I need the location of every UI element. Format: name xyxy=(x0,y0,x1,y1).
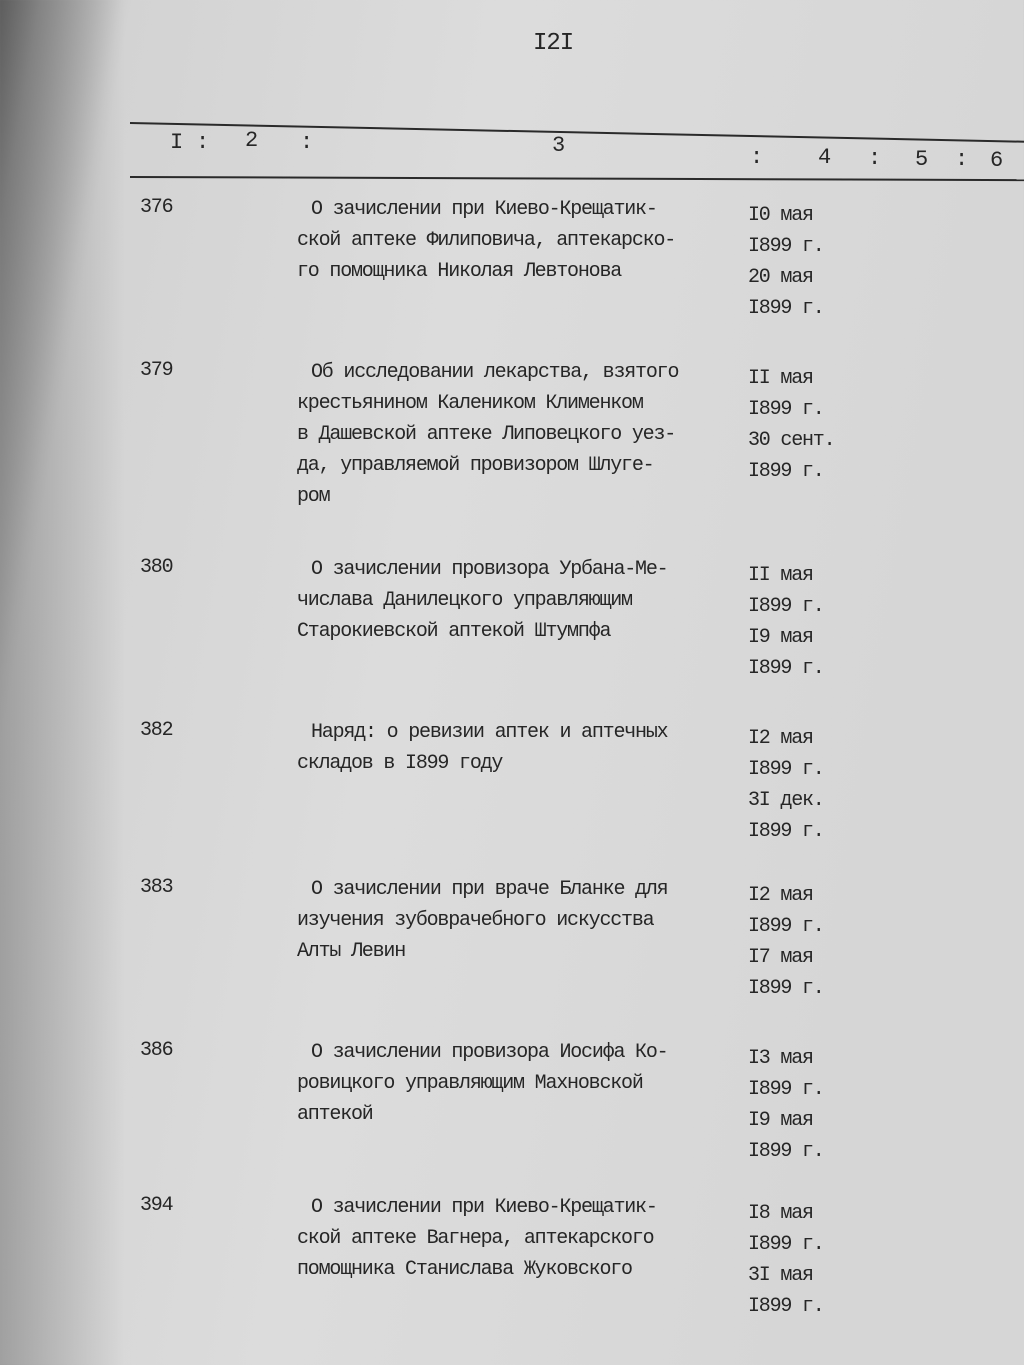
date-line: II мая xyxy=(748,564,813,587)
entry-number: 379 xyxy=(140,359,173,382)
col-separator: : xyxy=(196,130,210,155)
col-separator: : xyxy=(955,147,969,172)
description-line: Старокиевской аптекой Штумпфа xyxy=(297,620,611,643)
col-separator: : xyxy=(300,130,314,155)
date-line: I899 г. xyxy=(748,398,824,421)
date-line: I899 г. xyxy=(748,460,824,483)
date-line: I899 г. xyxy=(748,915,824,938)
col-header-5: 5 xyxy=(915,147,929,172)
entry-number: 382 xyxy=(140,719,173,742)
date-line: I899 г. xyxy=(748,1140,824,1163)
date-line: I899 г. xyxy=(748,235,824,258)
book-spine-shadow xyxy=(0,0,125,1365)
date-line: I899 г. xyxy=(748,657,824,680)
description-line: О зачислении провизора Урбана-Ме- xyxy=(311,558,668,581)
entry-number: 380 xyxy=(140,556,173,579)
date-line: 20 мая xyxy=(748,266,813,289)
entry-description xyxy=(297,357,752,512)
description-line: Наряд: о ревизии аптек и аптечных xyxy=(311,721,668,744)
date-line: 3I мая xyxy=(748,1264,813,1287)
date-line: I3 мая xyxy=(748,1047,813,1070)
description-line: Алты Левин xyxy=(297,940,406,963)
description-line: аптекой xyxy=(297,1103,373,1126)
entry-number: 376 xyxy=(140,196,173,219)
entry-dates xyxy=(748,560,824,684)
entry-description xyxy=(297,554,752,647)
date-line: I899 г. xyxy=(748,820,824,843)
date-line: II мая xyxy=(748,367,813,390)
col-header-1: I xyxy=(170,130,184,155)
col-header-3: 3 xyxy=(552,133,566,158)
date-line: I2 мая xyxy=(748,884,813,907)
description-line: помощника Станислава Жуковского xyxy=(297,1258,632,1281)
description-line: числава Данилецкого управляющим xyxy=(297,589,632,612)
entry-description xyxy=(297,1192,752,1285)
description-line: крестьянином Калеником Клименком xyxy=(297,392,643,415)
page-number: I2I xyxy=(533,30,574,57)
date-line: I0 мая xyxy=(748,204,813,227)
description-line: го помощника Николая Левтонова xyxy=(297,260,622,283)
date-line: 30 сент. xyxy=(748,429,835,452)
description-line: да, управляемой провизором Шлуге- xyxy=(297,454,654,477)
date-line: I899 г. xyxy=(748,1078,824,1101)
entry-description xyxy=(297,1037,752,1130)
entry-number: 394 xyxy=(140,1194,173,1217)
col-separator: : xyxy=(750,145,764,170)
entry-description xyxy=(297,874,752,967)
date-line: I899 г. xyxy=(748,595,824,618)
date-line: I7 мая xyxy=(748,946,813,969)
header-bottom-rule xyxy=(130,176,1024,181)
entry-dates xyxy=(748,363,834,487)
entry-dates xyxy=(748,1043,824,1167)
date-line: I899 г. xyxy=(748,297,824,320)
description-line: О зачислении при Киево-Крещатик- xyxy=(311,198,657,221)
date-line: I8 мая xyxy=(748,1202,813,1225)
date-line: I899 г. xyxy=(748,977,824,1000)
date-line: I899 г. xyxy=(748,1233,824,1256)
entry-dates xyxy=(748,1198,824,1322)
col-header-6: 6 xyxy=(990,148,1004,173)
description-line: Об исследовании лекарства, взятого xyxy=(311,361,679,384)
entry-description xyxy=(297,194,752,287)
description-line: ром xyxy=(297,485,330,508)
description-line: ской аптеке Вагнера, аптекарского xyxy=(297,1227,654,1250)
description-line: ровицкого управляющим Махновской xyxy=(297,1072,643,1095)
description-line: складов в I899 году xyxy=(297,752,503,775)
date-line: I899 г. xyxy=(748,758,824,781)
entry-dates xyxy=(748,880,824,1004)
entry-dates xyxy=(748,723,824,847)
col-header-4: 4 xyxy=(818,145,832,170)
description-line: ской аптеке Филиповича, аптекарско- xyxy=(297,229,676,252)
header-top-rule xyxy=(130,122,1024,143)
description-line: О зачислении при Киево-Крещатик- xyxy=(311,1196,657,1219)
entry-description xyxy=(297,717,752,779)
entry-number: 386 xyxy=(140,1039,173,1062)
date-line: I899 г. xyxy=(748,1295,824,1318)
description-line: О зачислении провизора Иосифа Ко- xyxy=(311,1041,668,1064)
date-line: 3I дек. xyxy=(748,789,824,812)
col-separator: : xyxy=(868,146,882,171)
entry-dates xyxy=(748,200,824,324)
description-line: в Дашевской аптеке Липовецкого уез- xyxy=(297,423,676,446)
description-line: изучения зубоврачебного искусства xyxy=(297,909,654,932)
date-line: I2 мая xyxy=(748,727,813,750)
date-line: I9 мая xyxy=(748,1109,813,1132)
date-line: I9 мая xyxy=(748,626,813,649)
description-line: О зачислении при враче Бланке для xyxy=(311,878,668,901)
entry-number: 383 xyxy=(140,876,173,899)
col-header-2: 2 xyxy=(245,128,259,153)
